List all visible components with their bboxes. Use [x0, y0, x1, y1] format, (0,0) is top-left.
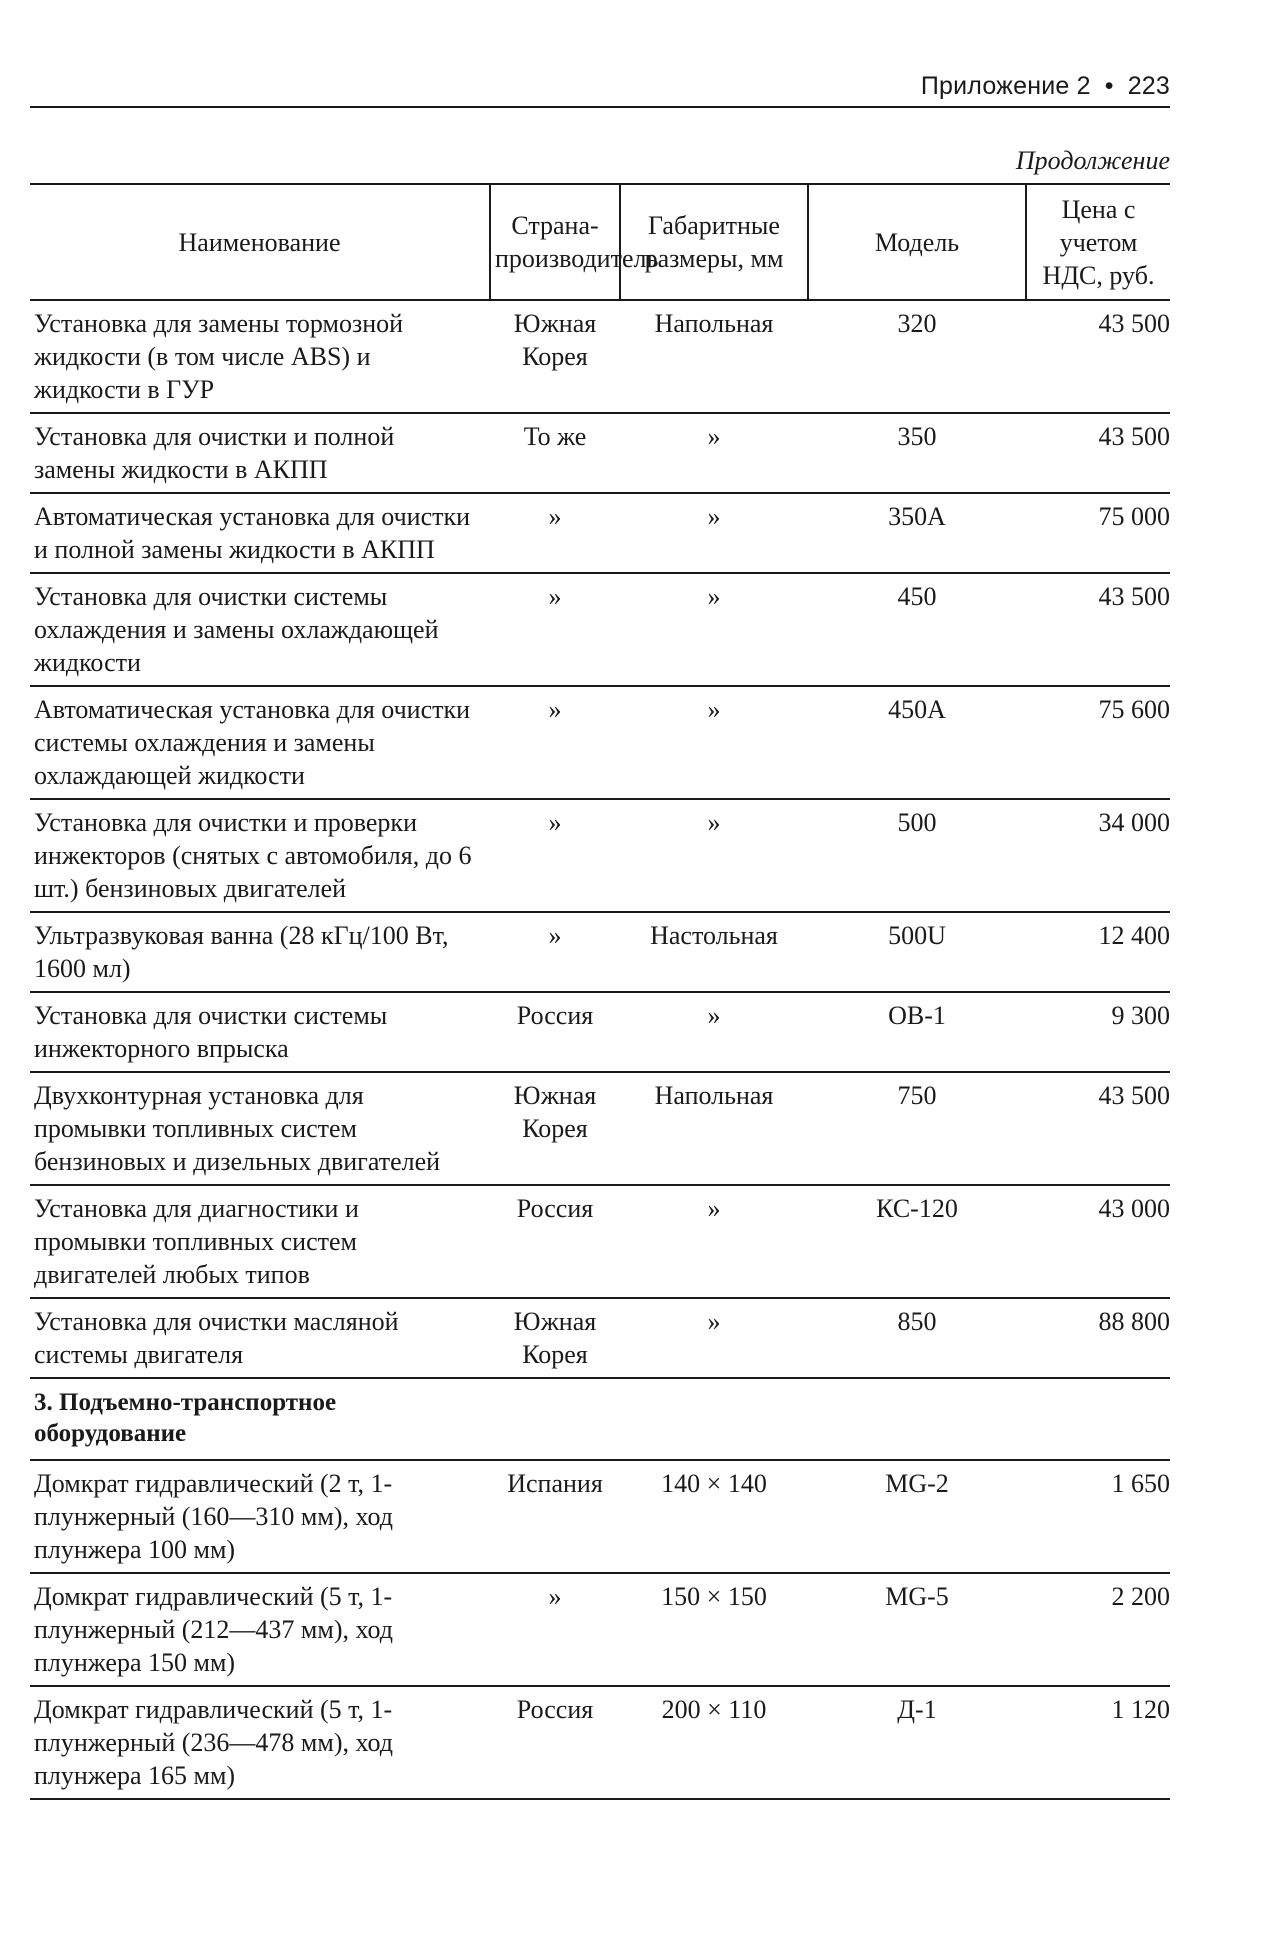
table-row [30, 493, 1170, 573]
table-row [30, 1573, 1170, 1686]
table-row [30, 992, 1170, 1072]
cell-country: » [490, 573, 620, 686]
cell-country: Испания [490, 1460, 620, 1573]
cell-name: Двухконтурная установка для промывки топливных систем бензиновых и дизельных двигателей [30, 1072, 490, 1185]
cell-country: » [490, 799, 620, 912]
column-header-model: Модель [808, 184, 1026, 300]
cell-country: » [490, 1573, 620, 1686]
cell-size: » [620, 799, 808, 912]
cell-name: Ультразвуковая ванна (28 кГц/100 Вт, 1600 мл) [30, 912, 490, 992]
cell-model: 750 [808, 1072, 1026, 1185]
cell-name: Установка для замены тормозной жидкости (в том числе ABS) и жидкости в ГУР [30, 300, 490, 413]
table-row [30, 1460, 1170, 1573]
cell-country: Россия [490, 1185, 620, 1298]
cell-name: Домкрат гидравлический (5 т, 1-плунжерный (212—437 мм), ход плунжера 150 мм) [30, 1573, 490, 1686]
table-header-row [30, 184, 1170, 300]
cell-price: 9 300 [1026, 992, 1170, 1072]
running-head-section: Приложение 2 [920, 72, 1091, 100]
cell-price: 43 500 [1026, 413, 1170, 493]
cell-size: 140 × 140 [620, 1460, 808, 1573]
running-head-separator: • [1104, 72, 1114, 100]
cell-size: » [620, 992, 808, 1072]
cell-country: Южная Корея [490, 300, 620, 413]
empty-cell [620, 1378, 808, 1460]
table-row [30, 1185, 1170, 1298]
cell-size: » [620, 573, 808, 686]
page-number: 223 [1127, 72, 1170, 100]
section-title: 3. Подъемно-транспортное оборудование [30, 1378, 490, 1460]
table-row [30, 1298, 1170, 1378]
cell-name: Установка для очистки системы инжекторного впрыска [30, 992, 490, 1072]
cell-price: 75 600 [1026, 686, 1170, 799]
price-table [30, 183, 1170, 1800]
empty-cell [490, 1378, 620, 1460]
cell-model: 500U [808, 912, 1026, 992]
cell-size: Напольная [620, 300, 808, 413]
cell-price: 43 000 [1026, 1185, 1170, 1298]
book-page [30, 0, 1170, 1939]
cell-price: 2 200 [1026, 1573, 1170, 1686]
section-row [30, 1378, 1170, 1460]
cell-name: Домкрат гидравлический (2 т, 1-плунжерный (160—310 мм), ход плунжера 100 мм) [30, 1460, 490, 1573]
empty-cell [1026, 1378, 1170, 1460]
cell-price: 1 120 [1026, 1686, 1170, 1799]
cell-model: ОВ-1 [808, 992, 1026, 1072]
header-rule [30, 106, 1170, 108]
cell-name: Установка для очистки и полной замены жидкости в АКПП [30, 413, 490, 493]
cell-country: Россия [490, 1686, 620, 1799]
column-header-size: Габаритные размеры, мм [620, 184, 808, 300]
table-row [30, 912, 1170, 992]
table-row [30, 1686, 1170, 1799]
table-row [30, 799, 1170, 912]
cell-country: То же [490, 413, 620, 493]
cell-name: Установка для очистки системы охлаждения и замены охлаждающей жидкости [30, 573, 490, 686]
cell-country: Южная Корея [490, 1072, 620, 1185]
cell-model: 350 [808, 413, 1026, 493]
cell-name: Автоматическая установка для очистки системы охлаждения и замены охлаждающей жидкости [30, 686, 490, 799]
cell-name: Домкрат гидравлический (5 т, 1-плунжерный (236—478 мм), ход плунжера 165 мм) [30, 1686, 490, 1799]
cell-size: Настольная [620, 912, 808, 992]
column-header-name: Наименование [30, 184, 490, 300]
cell-country: » [490, 686, 620, 799]
cell-price: 43 500 [1026, 300, 1170, 413]
cell-price: 1 650 [1026, 1460, 1170, 1573]
cell-country: » [490, 912, 620, 992]
cell-size: » [620, 493, 808, 573]
cell-model: 500 [808, 799, 1026, 912]
cell-size: Напольная [620, 1072, 808, 1185]
cell-model: Д-1 [808, 1686, 1026, 1799]
cell-price: 75 000 [1026, 493, 1170, 573]
table-row [30, 573, 1170, 686]
column-header-country: Страна-производитель [490, 184, 620, 300]
cell-country: » [490, 493, 620, 573]
table-row [30, 686, 1170, 799]
cell-name: Установка для диагностики и промывки топливных систем двигателей любых типов [30, 1185, 490, 1298]
cell-price: 88 800 [1026, 1298, 1170, 1378]
table-row [30, 1072, 1170, 1185]
cell-size: 200 × 110 [620, 1686, 808, 1799]
cell-size: » [620, 686, 808, 799]
cell-size: » [620, 1298, 808, 1378]
cell-name: Установка для очистки и проверки инжекторов (снятых с автомобиля, до 6 шт.) бензиновых двигателей [30, 799, 490, 912]
cell-size: » [620, 1185, 808, 1298]
cell-model: 350А [808, 493, 1026, 573]
column-header-price: Цена с учетом НДС, руб. [1026, 184, 1170, 300]
cell-name: Установка для очистки масляной системы двигателя [30, 1298, 490, 1378]
cell-size: » [620, 413, 808, 493]
cell-model: 450А [808, 686, 1026, 799]
table-row [30, 300, 1170, 413]
cell-price: 34 000 [1026, 799, 1170, 912]
table-row [30, 413, 1170, 493]
cell-price: 43 500 [1026, 573, 1170, 686]
cell-country: Россия [490, 992, 620, 1072]
cell-model: 450 [808, 573, 1026, 686]
cell-model: MG-5 [808, 1573, 1026, 1686]
cell-size: 150 × 150 [620, 1573, 808, 1686]
cell-model: КС-120 [808, 1185, 1026, 1298]
cell-price: 43 500 [1026, 1072, 1170, 1185]
cell-price: 12 400 [1026, 912, 1170, 992]
cell-model: 850 [808, 1298, 1026, 1378]
cell-country: Южная Корея [490, 1298, 620, 1378]
cell-name: Автоматическая установка для очистки и полной замены жидкости в АКПП [30, 493, 490, 573]
running-head [921, 72, 1170, 101]
continued-label: Продолжение [1015, 146, 1170, 175]
cell-model: 320 [808, 300, 1026, 413]
cell-model: MG-2 [808, 1460, 1026, 1573]
empty-cell [808, 1378, 1026, 1460]
